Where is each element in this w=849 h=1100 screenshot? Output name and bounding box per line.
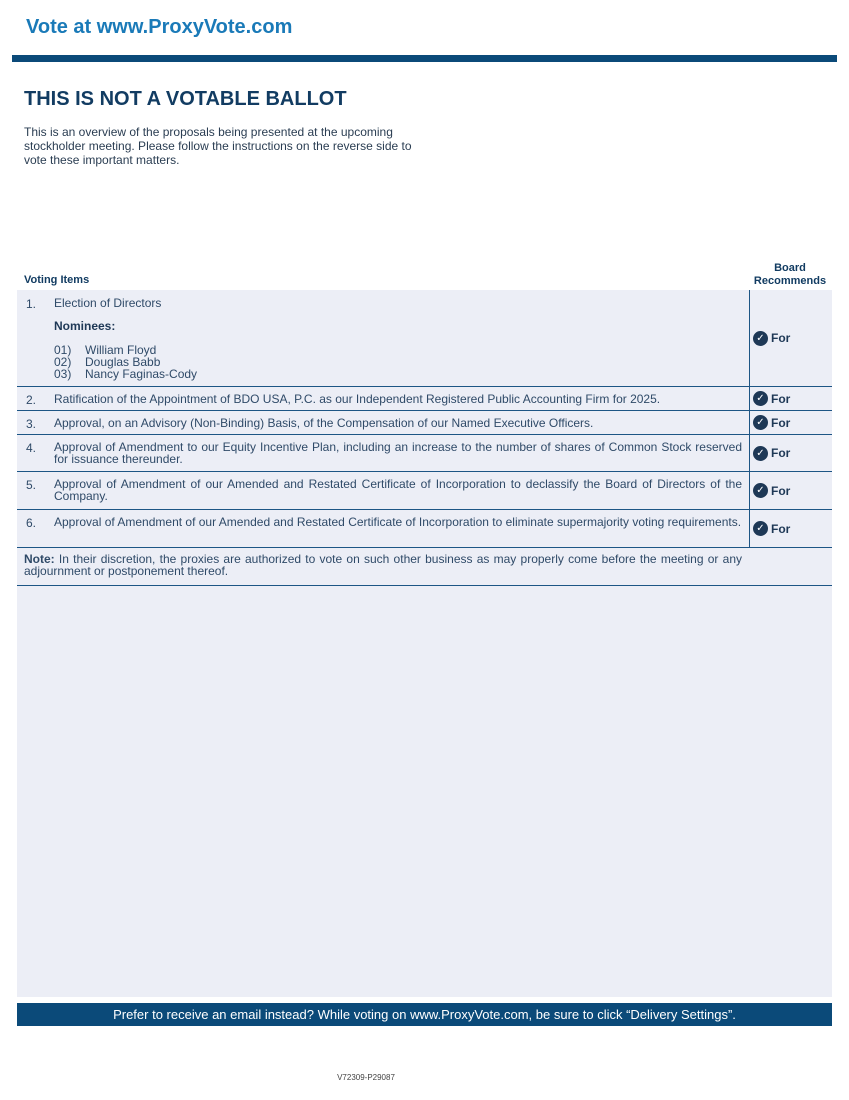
item-text: Approval of Amendment of our Amended and Restated Certificate of Incorporation to declassify the Board of Directors of the Company.: [54, 477, 742, 503]
vote-site-title: Vote at www.ProxyVote.com: [26, 16, 293, 38]
check-circle-icon: ✓: [753, 483, 768, 498]
board-recommendation: ✓ For: [749, 411, 832, 434]
voting-item-row-2: [17, 387, 832, 411]
item-number: 5.: [26, 478, 37, 492]
intro-text: This is an overview of the proposals being presented at the upcoming stockholder meeting. Please follow the instructions on the reverse side to vote these important matters.: [24, 125, 412, 167]
item-text: Approval of Amendment of our Amended and Restated Certificate of Incorporation to eliminate supermajority voting requirements.: [54, 515, 742, 529]
top-divider: [12, 55, 837, 62]
board-recommendation: ✓ For: [749, 290, 832, 386]
voting-items-label: Voting Items: [24, 274, 90, 286]
voting-item-row-5: [17, 472, 832, 510]
nominee-1: 01) William Floyd: [54, 343, 157, 357]
check-circle-icon: ✓: [753, 521, 768, 536]
item-number: 3.: [26, 417, 37, 431]
board-recommendation: ✓ For: [749, 472, 832, 509]
board-recommends-label: [749, 262, 831, 288]
item-number: 2.: [26, 393, 37, 407]
check-circle-icon: ✓: [753, 446, 768, 461]
email-delivery-text: Prefer to receive an email instead? While voting on www.ProxyVote.com, be sure to click “Delivery Settings”.: [113, 1007, 736, 1022]
check-circle-icon: ✓: [753, 415, 768, 430]
nominee-2: 02) Douglas Babb: [54, 355, 161, 369]
item-number: 6.: [26, 516, 37, 530]
note-label: Note:: [24, 552, 55, 566]
board-label-line1: Board: [774, 262, 806, 274]
voting-item-row-3: [17, 411, 832, 435]
check-circle-icon: ✓: [753, 331, 768, 346]
note-text: [24, 553, 742, 577]
document-code: V72309-P29087: [337, 1073, 395, 1082]
voting-item-row-4: [17, 435, 832, 472]
voting-item-row-1: [17, 290, 832, 387]
voting-item-row-6: [17, 510, 832, 548]
item-number: 1.: [26, 297, 37, 311]
nominees-label: Nominees:: [54, 319, 116, 333]
email-delivery-banner: [17, 1003, 832, 1026]
board-recommendation: ✓ For: [749, 435, 832, 471]
item-text: Approval of Amendment to our Equity Incentive Plan, including an increase to the number of shares of Common Stock reserved for issuance thereunder.: [54, 440, 742, 466]
ballot-heading: THIS IS NOT A VOTABLE BALLOT: [24, 88, 347, 110]
check-circle-icon: ✓: [753, 391, 768, 406]
note-body: In their discretion, the proxies are authorized to vote on such other business as may properly come before the meeting or any adjournment or postponement thereof.: [24, 552, 742, 578]
item-text: Ratification of the Appointment of BDO USA, P.C. as our Independent Registered Public Accounting Firm for 2025.: [54, 392, 661, 406]
item-text: Election of Directors: [54, 296, 162, 310]
board-label-line2: Recommends: [753, 275, 827, 287]
item-text: Approval, on an Advisory (Non-Binding) Basis, of the Compensation of our Named Executive Officers.: [54, 416, 594, 430]
note-divider: [17, 585, 832, 586]
item-number: 4.: [26, 441, 37, 455]
board-recommendation: ✓ For: [749, 387, 832, 410]
board-recommendation: ✓ For: [749, 510, 832, 547]
nominee-3: 03) Nancy Faginas-Cody: [54, 367, 198, 381]
